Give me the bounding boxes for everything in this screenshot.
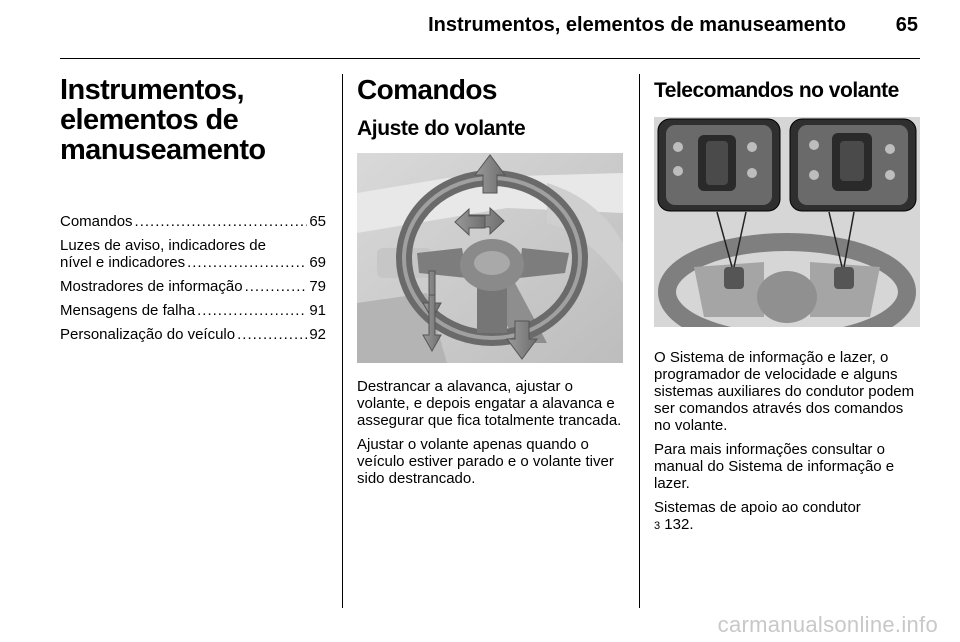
paragraph-with-reference [654,499,920,535]
toc-entry-label: Comandos [60,213,133,230]
steering-adjust-column [357,75,623,494]
toc-entry-page: 92 [309,326,326,343]
section-title: Telecomandos no volante [654,79,899,102]
chapter-title-line: manuseamento [60,134,266,166]
header-divider [60,58,920,59]
toc-entry-label: Personalização do veículo [60,326,236,343]
toc-leader-dots [245,278,308,295]
page-number: 65 [895,14,918,36]
toc-entry-label: Mensagens de falha [60,302,196,319]
subsection-title: Ajuste do volante [357,117,526,140]
toc-entry-page: 79 [309,278,326,295]
toc-leader-dots [237,326,307,343]
toc-entry-luzes-de-aviso[interactable] [60,237,326,271]
toc-entry-comandos[interactable] [60,213,326,230]
steering-wheel-adjustment-figure [357,153,623,363]
paragraph: Para mais informações consultar o manual do Sistema de informação e lazer. [654,441,895,492]
column-divider-1 [342,74,343,608]
chapter-contents-column [60,75,326,350]
toc-leader-dots [197,302,307,319]
toc-entry-page: 65 [309,213,326,230]
watermark: carmanualsonline.info [717,612,938,637]
toc-entry-label: Mostradores de informação [60,278,243,295]
steering-controls-column [654,75,920,542]
section-title: Comandos [357,74,497,105]
toc-entry-mostradores[interactable] [60,278,326,295]
toc-entry-page: 91 [309,302,326,319]
toc-entry-label: nível e indicadores [60,254,186,271]
column-divider-2 [639,74,640,608]
chapter-title [60,75,326,165]
chapter-title-line: Instrumentos, [60,74,244,106]
paragraph-text: Sistemas de apoio ao condutor [654,499,861,516]
toc-leader-dots [135,213,308,230]
paragraph: Ajustar o volante apenas quando o veículo estiver parado e o volante tiver sido destrancado. [357,436,614,487]
paragraph: O Sistema de informação e lazer, o programador de velocidade e alguns sistemas auxiliares do condutor podem ser comandos através dos comandos no volante. [654,349,915,434]
toc-entry-page: 69 [309,254,326,271]
reference-arrow-icon: 3 [654,520,661,532]
steering-wheel-controls-figure [654,117,920,327]
toc-leader-dots [187,254,307,271]
running-header-title: Instrumentos, elementos de manuseamento [428,14,846,36]
toc-entry-personalizacao[interactable] [60,326,326,343]
reference-page-link[interactable]: 132. [664,516,694,533]
chapter-title-line: elementos de [60,104,239,136]
paragraph: Destrancar a alavanca, ajustar o volante, e depois engatar a alavanca e assegurar que fica totalmente trancada. [357,378,622,429]
toc-entry-mensagens-de-falha[interactable] [60,302,326,319]
toc-entry-label: Luzes de aviso, indicadores de [60,237,266,254]
